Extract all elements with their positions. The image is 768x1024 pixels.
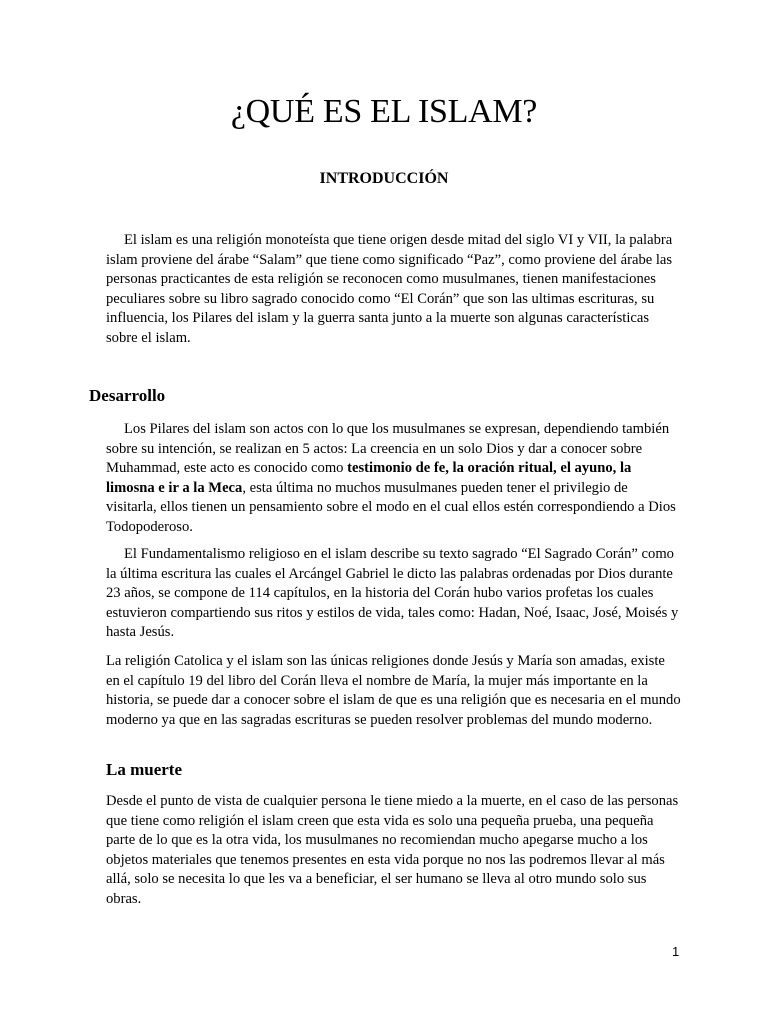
desarrollo-paragraph-1	[106, 420, 682, 538]
page-title: ¿QUÉ ES EL ISLAM?	[230, 93, 538, 130]
section-subtitle-introduccion: INTRODUCCIÓN	[319, 170, 449, 187]
desarrollo-paragraph-2: El Fundamentalismo religioso en el islam describe su texto sagrado “El Sagrado Corán” como la última escritura las cuales el Arcángel Gabriel le dicto las palabras ordenadas por Dios durante 23 años, se compone de 114 capítulos, en la historia del Corán hubo varios profetas los cuales estuvieron compartiendo sus ritos y estilos de vida, tales como: Hadan, Noé, Isaac, José, Moisés y hasta Jesús.	[106, 546, 679, 641]
desarrollo-p1-text-b: , esta última no muchos musulmanes pueden tener el privilegio de visitarla, ellos tienen un pensamiento sobre el modo en el cual ellos estén correspondiendo a Dios Todopoderoso.	[106, 479, 676, 535]
desarrollo-p1-bold: testimonio de fe, la oración ritual, el ayuno, la limosna e ir a la Meca	[106, 460, 632, 496]
heading-desarrollo: Desarrollo	[89, 386, 166, 405]
heading-la-muerte: La muerte	[106, 760, 183, 779]
desarrollo-p1-text-a: Los Pilares del islam son actos con lo que los musulmanes se expresan, dependiendo también sobre su intención, se realizan en 5 actos: La creencia en un solo Dios y dar a conocer sobre Muhammad, este acto es conocido como	[106, 421, 670, 477]
desarrollo-paragraph-3: La religión Catolica y el islam son las únicas religiones donde Jesús y María son amadas, existe en el capítulo 19 del libro del Corán lleva el nombre de María, la mujer más importante en la historia, se puede dar a conocer sobre el islam de que es una religión que es necesaria en el mundo moderno ya que en las sagradas escrituras se pueden resolver problemas del mundo moderno.	[106, 653, 681, 728]
intro-paragraph: El islam es una religión monoteísta que tiene origen desde mitad del siglo VI y VII, la palabra islam proviene del árabe “Salam” que tiene como significado “Paz”, como proviene del árabe las personas practicantes de esta religión se reconocen como musulmanes, tienen manifestaciones peculiares sobre su libro sagrado conocido como “El Corán” que son las ultimas escrituras, su influencia, los Pilares del islam y la guerra santa junto a la muerte son algunas características sobre el islam.	[106, 232, 673, 346]
page-number: 1	[672, 944, 680, 959]
muerte-paragraph: Desde el punto de vista de cualquier persona le tiene miedo a la muerte, en el caso de las personas que tiene como religión el islam creen que esta vida es solo una pequeña prueba, una pequeña parte de lo que es la otra vida, los musulmanes no recomiendan mucho apegarse mucho a los objetos materiales que tenemos presentes en esta vida porque no nos las podremos llevar al más allá, solo se necesita lo que les va a beneficiar, el ser humano se lleva al otro mundo solo sus obras.	[106, 793, 679, 907]
